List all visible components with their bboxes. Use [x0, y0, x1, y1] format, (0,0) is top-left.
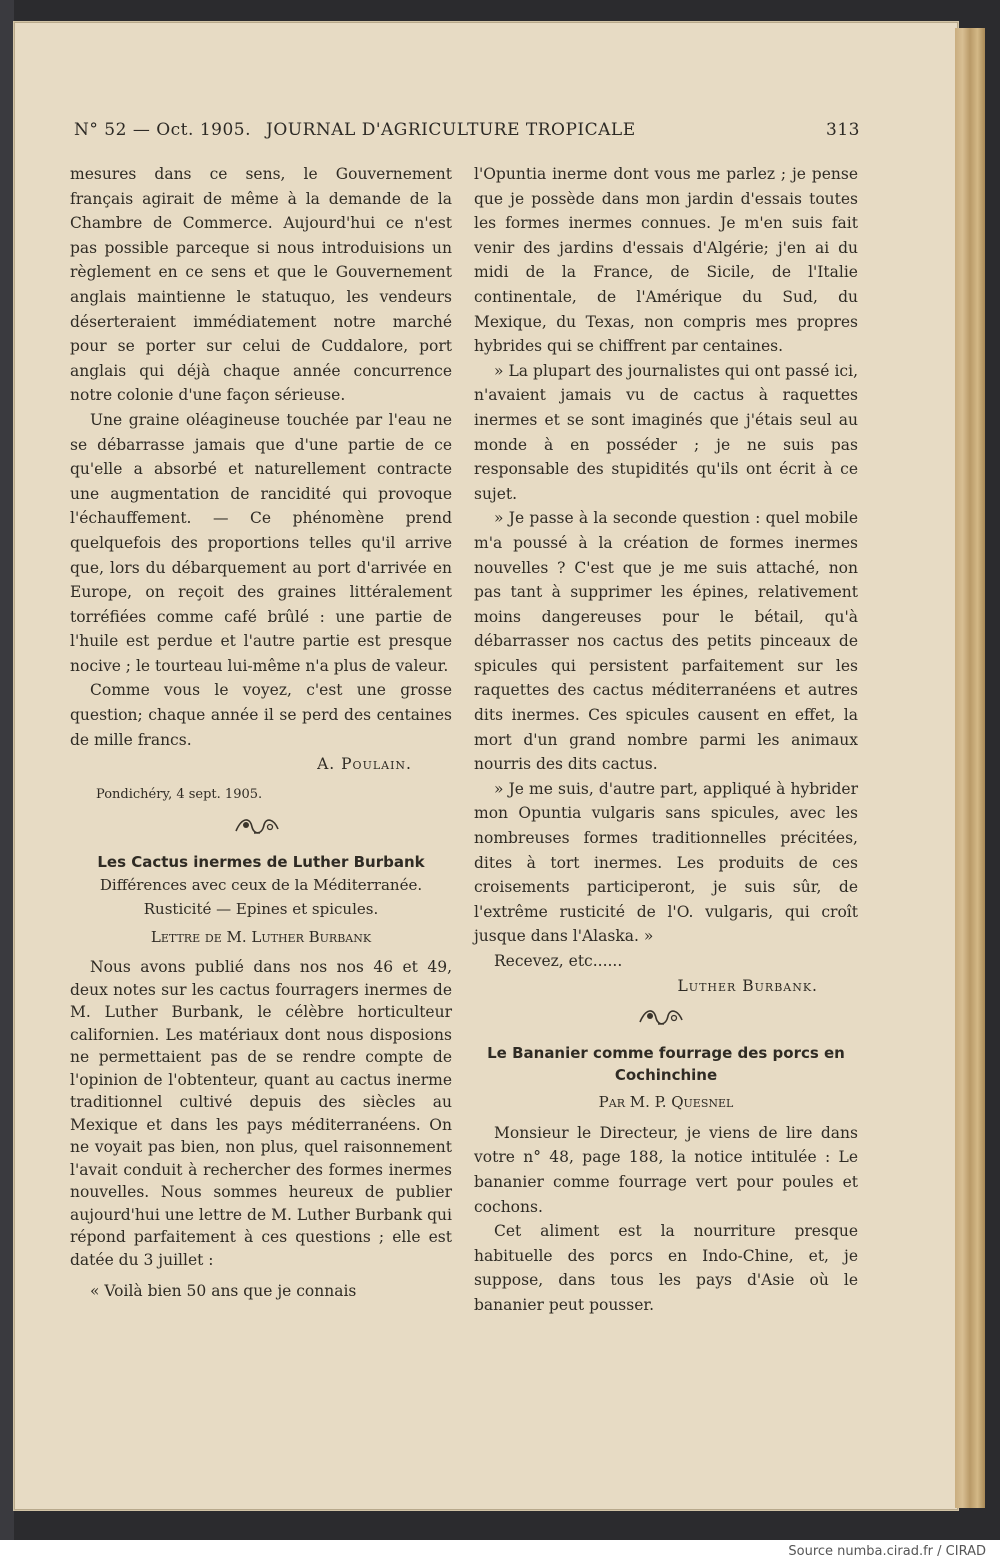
paragraph: » Je me suis, d'autre part, appliqué à hybrider mon Opuntia vulgaris sans spicules, avec les nombreuses formes traditionnelles précitées, dites à tort inermes. Les produits de ces croisements participeront, je suis sûr, de l'extrême rusticité de l'O. vulgaris, qui croît jusque dans l'Alaska. »: [474, 779, 858, 946]
ornament-icon: [70, 807, 452, 847]
letter-heading: Lettre de M. Luther Burbank: [150, 928, 372, 947]
paragraph: Comme vous le voyez, c'est une grosse question; chaque année il se perd des centaines de mille francs.: [70, 681, 452, 749]
paragraph: « Voilà bien 50 ans que je connais: [90, 1282, 357, 1301]
article-subtitle: Différences avec ceux de la Méditerranée.: [99, 876, 423, 895]
running-header: [74, 120, 860, 144]
ornament-icon: [474, 998, 858, 1038]
paragraph: l'Opuntia inerme dont vous me parlez ; je pense que je possède dans mon jardin d'essais toutes les formes inermes connues. Je m'en suis fait venir des jardins d'essais d'Algérie; j'en ai du midi de la France, de Sicile, de l'Italie continentale, de l'Amérique du Sud, du Mexique, du Texas, non compris mes propres hybrides qui se chiffrent par centaines.: [474, 165, 858, 356]
article-title: Le Bananier comme fourrage des porcs en Cochinchine: [487, 1044, 845, 1085]
scan-left-strip: [0, 0, 14, 1540]
paragraph: mesures dans ce sens, le Gouvernement français agirait de même à la demande de la Chambre de Commerce. Aujourd'hui ce n'est pas possible parceque si nous introduisions un règlement en ce sens et que le Gouvernement anglais maintienne le statuquo, les vendeurs déserteraient immédiatement notre marché pour se porter sur celui de Cuddalore, port anglais qui déjà chaque année concurrence notre colonie d'une façon sérieuse.: [70, 165, 452, 405]
page-edge: [955, 28, 985, 1508]
paragraph: » Je passe à la seconde question : quel mobile m'a poussé à la création de formes inermes nouvelles ? C'est que je me suis attaché, non pas tant à supprimer les épines, relativement moins dangereuses pour le bétail, qu'à débarrasser nos cactus des petits pinceaux de spicules qui persistent parfaitement sur les raquettes des cactus méditerranéens et autres dits inermes. Ces spicules causent en effet, la mort d'un grand nombre parmi les animaux nourris des dits cactus.: [474, 509, 858, 774]
author-signature: A. Poulain.: [317, 755, 412, 774]
source-credit: Source numba.cirad.fr / CIRAD: [788, 1544, 986, 1559]
paragraph: Cet aliment est la nourriture presque habituelle des porcs en Indo-Chine, et, je suppose, dans tous les pays d'Asie où le bananier peut pousser.: [474, 1222, 858, 1314]
paragraph: » La plupart des journalistes qui ont passé ici, n'avaient jamais vu de cactus à raquettes inermes et se sont imaginés que j'étais seul au monde à en posséder ; je ne suis pas responsable des stupidités qu'ils ont écrit à ce sujet.: [474, 361, 858, 503]
left-column: [70, 162, 452, 1304]
page-number: 313: [826, 120, 860, 140]
paragraph: Recevez, etc......: [494, 952, 623, 970]
issue-number: N° 52 — Oct. 1905.: [74, 120, 251, 140]
author-signature: Luther Burbank.: [677, 976, 818, 995]
article-byline: Par M. P. Quesnel: [598, 1093, 734, 1112]
dateline: Pondichéry, 4 sept. 1905.: [96, 786, 263, 802]
article-title: Les Cactus inermes de Luther Burbank: [97, 853, 425, 872]
paragraph: Nous avons publié dans nos nos 46 et 49, deux notes sur les cactus fourragers inermes de M. Luther Burbank, le célèbre horticulteur californien. Les matériaux dont nous disposions ne permettaient pas de se rendre compte de l'opinion de l'obtenteur, quant au cactus inerme traditionnel cultivé depuis des siècles au Mexique et dans les pays méditerranéens. On ne voyait pas bien, non plus, quel raisonnement l'avait conduit à rechercher des formes inermes nouvelles. Nous sommes heureux de publier aujourd'hui une lettre de M. Luther Burbank qui répond parfaitement à ces questions ; elle est datée du 3 juillet :: [70, 958, 452, 1269]
journal-title: JOURNAL D'AGRICULTURE TROPICALE: [266, 120, 636, 140]
paragraph: Une graine oléagineuse touchée par l'eau ne se débarrasse jamais que d'une partie de ce qu'elle a absorbé et naturellement contracte une augmentation de rancidité qui provoque l'échauffement. — Ce phénomène prend quelquefois des proportions telles qu'il arrive que, lors du débarquement au port d'arrivée en Europe, on reçoit des graines littéralement torréfiées comme café brûlé : une partie de l'huile est perdue et l'autre partie est presque nocive ; le tourteau lui-même n'a plus de valeur.: [70, 410, 452, 675]
right-column: [474, 162, 858, 1318]
article-subtitle: Rusticité — Epines et spicules.: [143, 900, 379, 919]
paragraph: Monsieur le Directeur, je viens de lire dans votre n° 48, page 188, la notice intitulée : Le bananier comme fourrage vert pour poules et cochons.: [474, 1123, 858, 1216]
